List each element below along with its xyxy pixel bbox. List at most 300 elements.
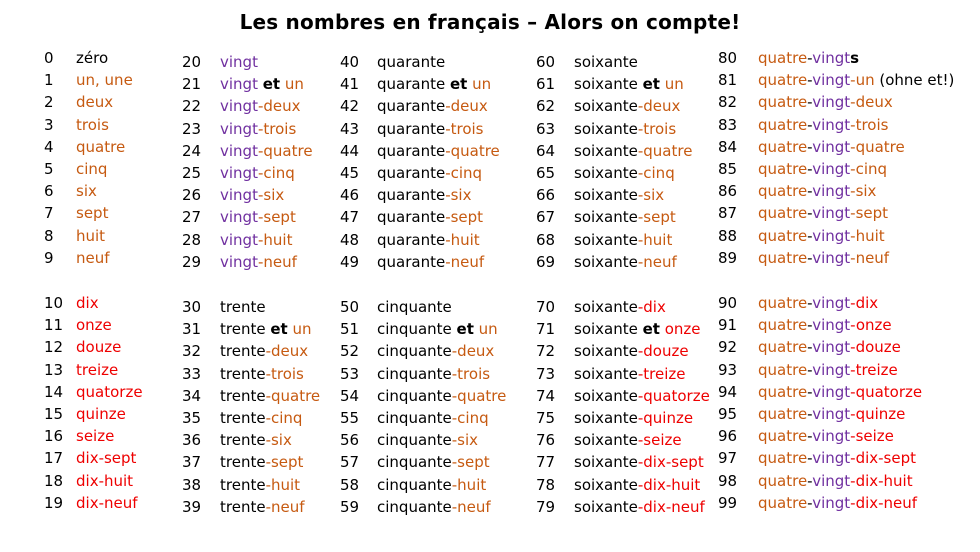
number-word (377, 296, 452, 318)
word-part: vingt (220, 230, 258, 249)
word-part: quarante (377, 164, 446, 182)
word-part: quatre (758, 226, 808, 245)
number-digit: 78 (536, 475, 556, 494)
number-digit: 82 (718, 93, 738, 112)
word-part: trente (220, 453, 266, 472)
number-word (220, 296, 266, 318)
number-digit: 36 (182, 431, 202, 450)
number-word (220, 451, 303, 473)
word-part: quarante (377, 75, 450, 94)
number-word (574, 296, 666, 318)
number-digit: 28 (182, 230, 202, 249)
word-part: quarante (377, 252, 446, 271)
word-part: trente (220, 386, 266, 405)
number-digit: 48 (340, 230, 360, 249)
word-part: -huit (257, 230, 293, 249)
number-word (758, 225, 885, 247)
word-part: -treize (850, 360, 898, 379)
number-word (220, 206, 296, 228)
word-part: zéro (76, 49, 109, 67)
word-part: -cinq (257, 164, 295, 182)
number-digit: 21 (182, 75, 202, 94)
word-part: -six (265, 431, 292, 450)
word-part: -dix-huit (850, 471, 913, 490)
word-part: s (850, 49, 860, 67)
word-part: -onze (850, 316, 892, 335)
number-digit: 91 (718, 316, 738, 335)
word-part: quatre (758, 137, 808, 156)
word-part: et (642, 320, 660, 339)
word-part: un, une (76, 71, 133, 90)
word-part: - (807, 360, 813, 379)
number-word (377, 251, 484, 273)
number-digit: 27 (182, 208, 202, 227)
word-part: vingt (812, 226, 851, 245)
word-part: quarante (377, 53, 446, 71)
number-word (220, 385, 320, 407)
word-part: -six (451, 431, 479, 450)
word-part: - (807, 405, 813, 423)
word-part: vingt (220, 75, 263, 94)
word-part: soixante (574, 475, 638, 494)
number-digit: 37 (182, 453, 202, 472)
number-digit: 80 (718, 49, 738, 67)
word-part: sept (76, 204, 109, 223)
number-digit: 62 (536, 97, 556, 116)
word-part: - (807, 137, 813, 156)
number-word (758, 202, 888, 224)
number-digit: 66 (536, 186, 556, 205)
number-word (76, 225, 105, 247)
number-word (758, 336, 901, 358)
number-digit: 24 (182, 141, 202, 160)
number-word (574, 229, 672, 251)
word-part: -dix-sept (850, 449, 916, 468)
number-word (758, 492, 917, 514)
number-digit: 92 (718, 338, 738, 357)
number-word (377, 429, 478, 451)
number-word (377, 407, 489, 429)
number-word (758, 292, 878, 314)
word-part: -douze (850, 338, 901, 357)
number-word (220, 429, 292, 451)
word-part: trente (220, 342, 266, 361)
number-digit: 79 (536, 497, 556, 516)
word-part: seize (76, 427, 115, 446)
word-part: deux (76, 93, 114, 112)
word-part: soixante (574, 97, 638, 116)
number-digit: 22 (182, 97, 202, 116)
word-part: -dix-neuf (637, 497, 705, 516)
word-part: quatre (758, 294, 808, 312)
word-part: et (449, 75, 468, 94)
word-part: quarante (377, 119, 446, 138)
word-part: cinquante (377, 409, 452, 427)
word-part: -cinq (451, 409, 489, 427)
word-part: trente (220, 364, 266, 383)
number-word (220, 118, 296, 140)
word-part: un (659, 75, 684, 94)
word-part: - (807, 493, 813, 512)
word-part: -quatre (257, 141, 313, 160)
word-part: -un (850, 71, 875, 90)
number-word (76, 158, 107, 180)
number-digit: 11 (44, 316, 64, 335)
number-word (574, 118, 676, 140)
word-part: -quatre (451, 386, 507, 405)
word-part: -quinze (637, 409, 694, 427)
word-part: -cinq (850, 160, 888, 178)
word-part: quarante (377, 97, 446, 116)
number-word (758, 114, 888, 136)
word-part: soixante (574, 386, 638, 405)
word-part: vingt (812, 493, 851, 512)
number-digit: 43 (340, 119, 360, 138)
word-part: soixante (574, 186, 638, 205)
word-part: quatre (758, 248, 808, 267)
word-part: cinquante (377, 431, 452, 450)
word-part: -neuf (637, 252, 677, 271)
word-part: quinze (76, 405, 126, 423)
word-part: -deux (257, 97, 301, 116)
word-part: onze (659, 320, 701, 339)
number-word (758, 314, 892, 336)
word-part: trente (220, 497, 266, 516)
number-digit: 53 (340, 364, 360, 383)
word-part: quarante (377, 186, 446, 205)
word-part: dix (76, 294, 99, 312)
word-part: quatre (758, 49, 808, 67)
word-part: vingt (812, 360, 851, 379)
number-word (76, 136, 125, 158)
word-part: soixante (574, 53, 638, 71)
number-digit: 68 (536, 230, 556, 249)
word-part: -six (445, 186, 472, 205)
word-part: soixante (574, 431, 638, 450)
number-word (76, 403, 126, 425)
number-word (377, 474, 486, 496)
word-part: vingt (812, 316, 851, 335)
number-word (574, 385, 710, 407)
word-part: vingt (812, 49, 851, 67)
word-part: -neuf (265, 497, 305, 516)
number-digit: 12 (44, 338, 64, 357)
number-word (758, 69, 954, 91)
number-word (220, 162, 295, 184)
number-word (574, 140, 692, 162)
number-digit: 55 (340, 409, 360, 427)
number-digit: 70 (536, 298, 556, 316)
number-word (220, 363, 304, 385)
word-part: soixante (574, 141, 638, 160)
word-part: -trois (445, 119, 484, 138)
word-part: cinquante (377, 342, 452, 361)
word-part: cinquante (377, 320, 457, 339)
number-word (76, 336, 121, 358)
word-part: -treize (637, 364, 686, 383)
word-part: - (807, 182, 813, 201)
number-word (377, 318, 498, 340)
number-word (377, 140, 500, 162)
word-part: quatre (758, 160, 808, 178)
number-digit: 33 (182, 364, 202, 383)
number-digit: 72 (536, 342, 556, 361)
number-digit: 86 (718, 182, 738, 201)
number-digit: 44 (340, 141, 360, 160)
number-digit: 81 (718, 71, 738, 90)
word-part: trente (220, 298, 266, 316)
word-part: -deux (451, 342, 495, 361)
word-part: -huit (445, 230, 480, 249)
word-part: quatre (758, 204, 808, 223)
number-digit: 77 (536, 453, 556, 472)
word-part: vingt (220, 252, 258, 271)
number-digit: 14 (44, 382, 64, 401)
word-part: -dix-neuf (850, 493, 918, 512)
word-part: un (280, 75, 304, 94)
word-part: - (807, 160, 813, 178)
word-part: -six (257, 186, 285, 205)
word-part: cinquante (377, 497, 452, 516)
number-digit: 63 (536, 119, 556, 138)
word-part: -cinq (445, 164, 483, 182)
number-digit: 85 (718, 160, 738, 178)
word-part: vingt (220, 164, 258, 182)
number-word (76, 314, 112, 336)
number-digit: 29 (182, 252, 202, 271)
number-digit: 52 (340, 342, 360, 361)
word-part: - (807, 204, 813, 223)
word-part: vingt (812, 137, 851, 156)
number-word (574, 51, 638, 73)
word-part: trente (220, 475, 266, 494)
number-word (76, 447, 136, 469)
word-part: -huit (451, 475, 487, 494)
number-digit: 67 (536, 208, 556, 227)
word-part: -quinze (850, 405, 906, 423)
number-digit: 42 (340, 97, 360, 116)
word-part: vingt (220, 53, 258, 71)
number-digit: 89 (718, 248, 738, 267)
word-part: -dix (850, 294, 879, 312)
word-part: - (807, 71, 813, 90)
number-word (574, 340, 689, 362)
word-part: onze (76, 316, 112, 335)
number-digit: 23 (182, 119, 202, 138)
word-part: vingt (812, 405, 851, 423)
number-digit: 71 (536, 320, 556, 339)
number-word (377, 385, 506, 407)
number-word (76, 470, 133, 492)
number-word (377, 363, 490, 385)
number-word (76, 91, 113, 113)
word-part: vingt (812, 427, 851, 446)
word-part: -quatorze (850, 382, 923, 401)
word-part: - (807, 93, 813, 112)
number-word (758, 447, 916, 469)
number-digit: 32 (182, 342, 202, 361)
word-part: quatre (758, 338, 808, 357)
number-digit: 7 (44, 204, 54, 223)
word-part: - (807, 115, 813, 134)
word-part: vingt (812, 382, 851, 401)
number-word (758, 425, 894, 447)
number-digit: 69 (536, 252, 556, 271)
number-word (574, 206, 676, 228)
word-part: -trois (637, 119, 677, 138)
word-part: -quatre (265, 386, 321, 405)
number-digit: 73 (536, 364, 556, 383)
number-digit: 56 (340, 431, 360, 450)
word-part: -trois (257, 119, 297, 138)
word-part: trente (220, 320, 271, 339)
number-digit: 47 (340, 208, 360, 227)
number-word (76, 359, 118, 381)
word-part: soixante (574, 453, 638, 472)
word-part: vingt (812, 71, 851, 90)
number-word (758, 91, 893, 113)
word-part: soixante (574, 208, 638, 227)
number-digit: 64 (536, 141, 556, 160)
word-part: -deux (445, 97, 488, 116)
number-digit: 1 (44, 71, 54, 90)
number-digit: 39 (182, 497, 202, 516)
word-part: -neuf (850, 248, 890, 267)
number-word (220, 95, 301, 117)
word-part: trente (220, 409, 266, 427)
word-part: - (807, 427, 813, 446)
number-word (220, 229, 292, 251)
word-part: quarante (377, 230, 446, 249)
number-digit: 16 (44, 427, 64, 446)
word-part: soixante (574, 164, 638, 182)
word-part: quatre (758, 316, 808, 335)
word-part: - (807, 382, 813, 401)
word-part: vingt (812, 248, 851, 267)
word-part: quatre (758, 93, 808, 112)
word-part: -trois (265, 364, 304, 383)
word-part: soixante (574, 364, 638, 383)
number-word (220, 251, 297, 273)
word-part: -six (637, 186, 665, 205)
word-part: soixante (574, 119, 638, 138)
number-word (76, 292, 99, 314)
number-word (220, 318, 311, 340)
word-part: -dix (637, 298, 666, 316)
word-part: -quatre (637, 141, 693, 160)
word-part: -sept (257, 208, 296, 227)
word-part: soixante (574, 230, 638, 249)
number-word (76, 381, 143, 403)
word-part: vingt (812, 93, 851, 112)
number-word (377, 206, 483, 228)
word-part: -trois (850, 115, 889, 134)
word-part: -dix-huit (637, 475, 701, 494)
word-part: huit (76, 226, 106, 245)
number-word (220, 73, 304, 95)
number-digit: 3 (44, 115, 54, 134)
word-part: - (807, 338, 813, 357)
number-word (574, 73, 684, 95)
number-word (76, 69, 133, 91)
number-word (220, 140, 313, 162)
number-digit: 74 (536, 386, 556, 405)
number-digit: 60 (536, 53, 556, 71)
number-digit: 59 (340, 497, 360, 516)
word-part: soixante (574, 497, 638, 516)
number-digit: 97 (718, 449, 738, 468)
number-digit: 2 (44, 93, 54, 112)
word-part: quatre (758, 71, 808, 90)
number-word (377, 118, 484, 140)
word-part: douze (76, 338, 122, 357)
number-word (574, 496, 705, 518)
number-word (574, 474, 700, 496)
word-part: treize (76, 360, 119, 379)
word-part: quatre (76, 137, 126, 156)
word-part: -seize (637, 431, 682, 450)
number-word (377, 451, 490, 473)
word-part: -cinq (265, 409, 303, 427)
number-digit: 84 (718, 137, 738, 156)
word-part: -sept (265, 453, 304, 472)
number-word (377, 162, 482, 184)
word-part: -dix-sept (637, 453, 704, 472)
number-digit: 38 (182, 475, 202, 494)
word-part: un (467, 75, 492, 94)
word-part: vingt (812, 471, 851, 490)
number-word (220, 474, 300, 496)
word-part: -sept (445, 208, 484, 227)
number-word (574, 162, 675, 184)
number-word (758, 247, 889, 269)
number-word (76, 180, 97, 202)
number-digit: 0 (44, 49, 54, 67)
word-part: - (807, 49, 813, 67)
number-digit: 95 (718, 405, 738, 423)
number-word (377, 95, 488, 117)
number-digit: 87 (718, 204, 738, 223)
word-part: quatre (758, 493, 808, 512)
word-part: trente (220, 431, 266, 450)
number-digit: 31 (182, 320, 202, 339)
word-part: -deux (637, 97, 681, 116)
word-part: vingt (220, 97, 258, 116)
word-part: neuf (76, 248, 110, 267)
word-part: vingt (220, 141, 258, 160)
number-word (758, 47, 859, 69)
word-part: soixante (574, 409, 638, 427)
word-part: -neuf (451, 497, 491, 516)
word-part: quatre (758, 405, 808, 423)
number-digit: 18 (44, 471, 64, 490)
word-part: quarante (377, 141, 446, 160)
number-word (377, 340, 494, 362)
number-word (574, 407, 693, 429)
word-part: -sept (451, 453, 490, 472)
number-digit: 30 (182, 298, 202, 316)
number-word (220, 184, 284, 206)
number-digit: 88 (718, 226, 738, 245)
number-digit: 83 (718, 115, 738, 134)
number-word (574, 184, 664, 206)
number-word (76, 425, 114, 447)
word-part: quatre (758, 382, 808, 401)
number-digit: 54 (340, 386, 360, 405)
word-part: vingt (812, 160, 851, 178)
number-digit: 93 (718, 360, 738, 379)
word-part: - (807, 449, 813, 468)
